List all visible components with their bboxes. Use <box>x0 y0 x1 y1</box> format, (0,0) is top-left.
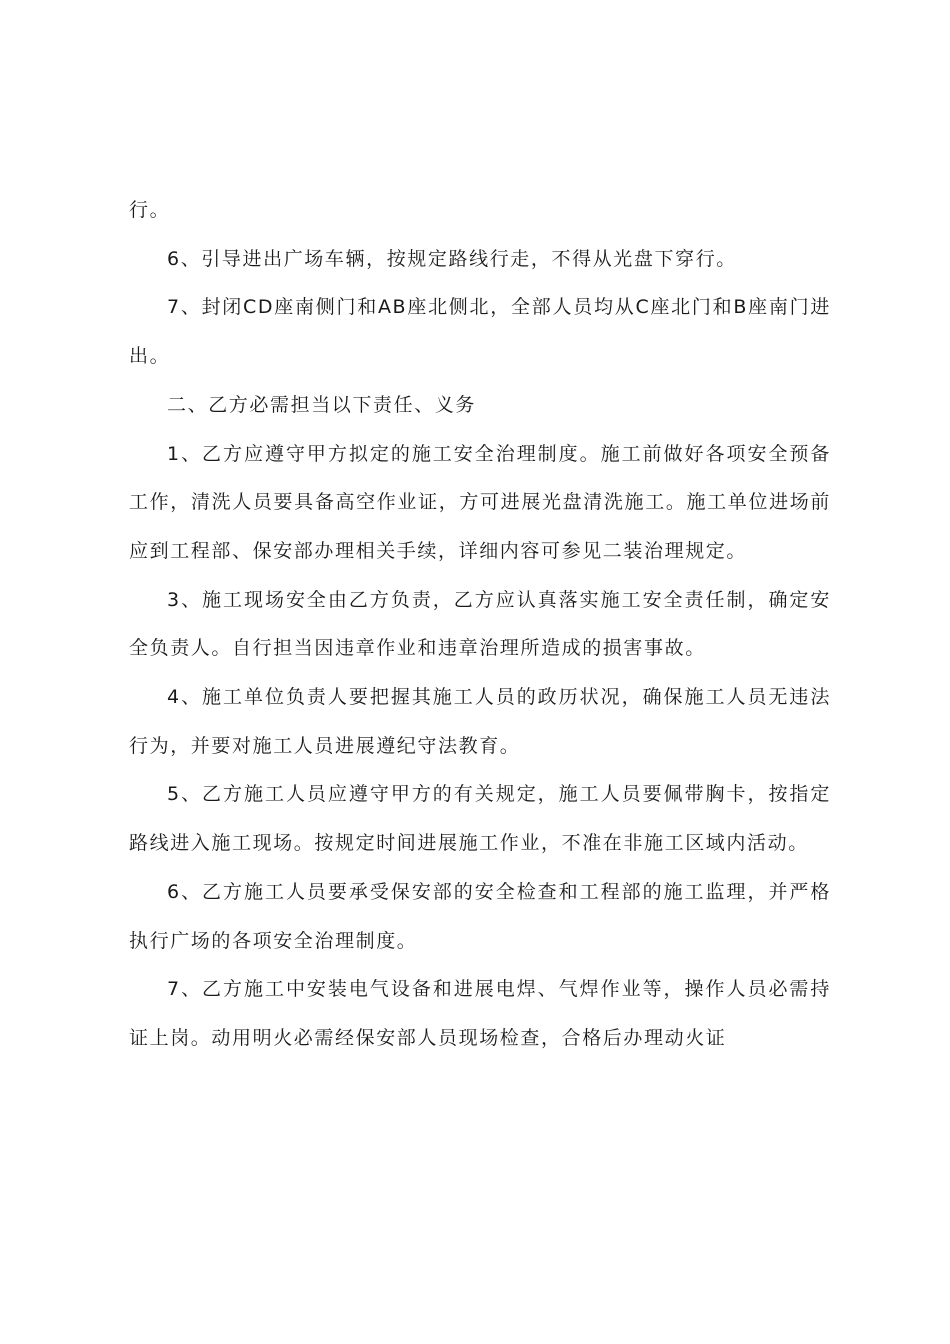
paragraph-continuation: 行。 <box>129 199 171 221</box>
paragraph-item-6-vehicles: 6、引导进出广场车辆，按规定路线行走，不得从光盘下穿行。 <box>167 247 737 270</box>
paragraph-item-7-electrical: 7、乙方施工中安装电气设备和进展电焊、气焊作业等，操作人员必需持证上岗。动用明火必需经保安部人员现场检查，合格后办理动火证 <box>129 978 831 1049</box>
paragraph-item-6-inspection: 6、乙方施工人员要承受保安部的安全检查和工程部的施工监理，并严格执行广场的各项安全治理制度。 <box>129 880 831 952</box>
paragraph-item-3-site-safety: 3、施工现场安全由乙方负责，乙方应认真落实施工安全责任制，确定安全负责人。自行担当因违章作业和违章治理所造成的损害事故。 <box>129 588 831 660</box>
section-heading-party-b: 二、乙方必需担当以下责任、义务 <box>167 393 477 416</box>
paragraph-item-5-regulations: 5、乙方施工人员应遵守甲方的有关规定，施工人员要佩带胸卡，按指定路线进入施工现场。按规定时间进展施工作业，不准在非施工区域内活动。 <box>129 783 831 855</box>
paragraph-item-1-safety-rules: 1、乙方应遵守甲方拟定的施工安全治理制度。施工前做好各项安全预备工作，清洗人员要具备高空作业证，方可进展光盘清洗施工。施工单位进场前应到工程部、保安部办理相关手续，详细内容可参见二装治理规定。 <box>129 442 831 562</box>
paragraph-item-7-doors: 7、封闭CD座南侧门和AB座北侧北，全部人员均从C座北门和B座南门进出。 <box>129 296 831 368</box>
document-body <box>129 186 831 1063</box>
paragraph-item-4-personnel: 4、施工单位负责人要把握其施工人员的政历状况，确保施工人员无违法行为，并要对施工人员进展遵纪守法教育。 <box>129 686 831 757</box>
